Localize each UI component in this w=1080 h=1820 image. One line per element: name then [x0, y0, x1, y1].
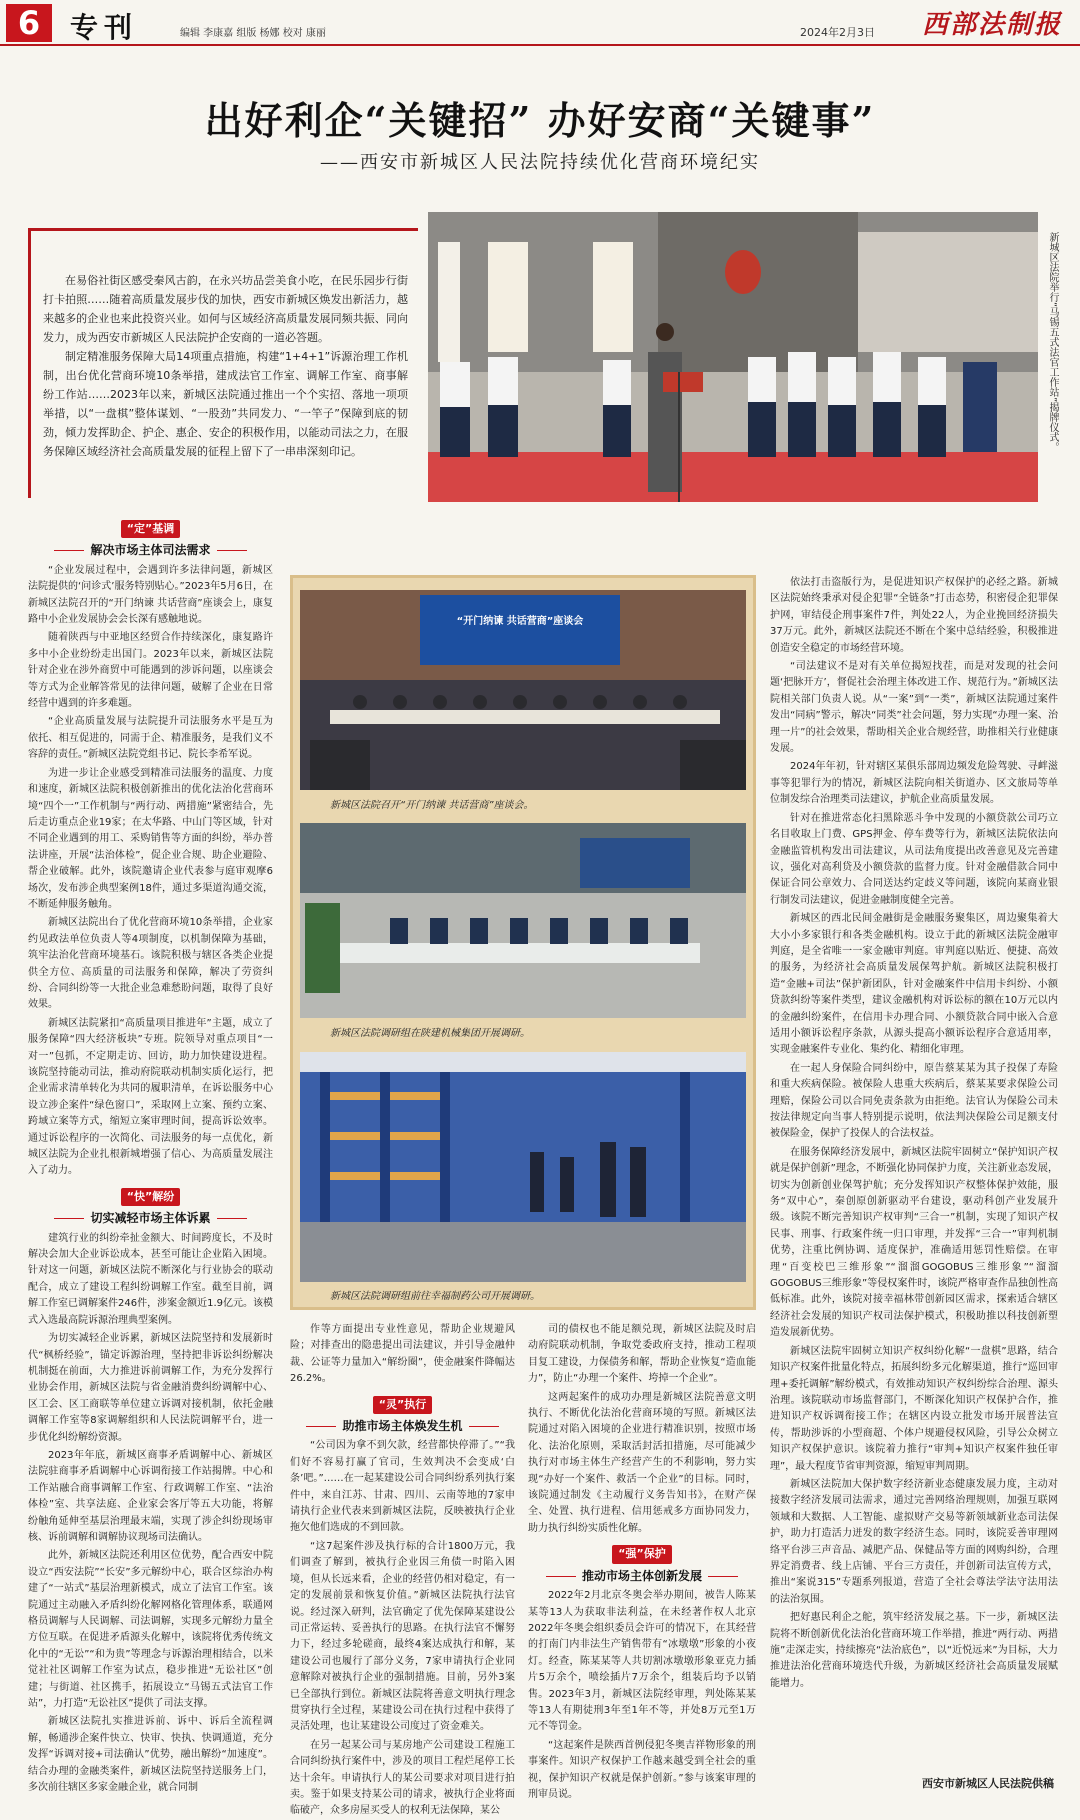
- body-paragraph: 新城区法院扎实推进诉前、诉中、诉后全流程调解，畅通涉企案件快立、快审、快执、快调通道，充分发挥“诉调对接+司法确认”优势，融出解纷“加速度”。结合办理的金融类案件，新城区法院坚持送服务上门，多次前往辖区多家金融企业，就合同制: [28, 1716, 273, 1794]
- tag-subtitle: 推动市场主体创新发展: [528, 1568, 756, 1584]
- column-2: [290, 1322, 515, 1817]
- photo-caption: 新城区法院调研组前往幸福制药公司开展调研。: [330, 1291, 540, 1302]
- body-paragraph: 随着陕西与中亚地区经贸合作持续深化，康复路许多中小企业纷纷走出国门。2023年以来，新城区法院针对企业在涉外商贸中可能遇到的涉诉问题，以座谈会等方式为企业解答常见的法律问题，破解了企业在日常经营中遇到的许多难题。: [28, 632, 273, 710]
- intro-box: [28, 228, 418, 498]
- body-paragraph: 2023年年底，新城区商事矛盾调解中心、新城区法院驻商事矛盾调解中心诉调衔接工作站揭牌。中心和工作站融合商事调解工作室、行政调解工作室、“法治体检”室、共享法庭、企业家会客厅等五大功能，将解纷触角延伸至基层治理最末端，实现了涉企纠纷现场审核、诉前调解和调解协议现场司法确认。: [28, 1449, 273, 1543]
- newspaper-logo: 西部法制报: [921, 10, 1062, 40]
- masthead: [0, 0, 1080, 46]
- photo-caption: 新城区法院召开“开门纳谏 共话营商”座谈会。: [330, 800, 534, 811]
- top-photo-caption: 新城区法院举行“马锡五式法官工作站”揭牌仪式。: [1047, 232, 1058, 453]
- body-paragraph: 在另一起某公司与某房地产公司建设工程施工合同纠纷执行案件中，涉及的项目工程烂尾停工长达十余年。申请执行人的某公司要求对项目进行拍卖。鉴于如果支持某公司的请求，被执行企业将面临破产，众多房屋买受人的权利无法保障，某公: [290, 1739, 515, 1817]
- body-paragraph: “司法建议不是对有关单位揭短找茬，而是对发现的社会问题‘把脉开方’，督促社会治理主体改进工作、规范行为。”新城区法院相关部门负责人说。从“一案”到“一类”，新城区法院通过案件发出“同病”警示，解决“同类”社会问题，努力实现“办理一案、治理一片”的社会效果，帮助相关企业合规经营，助推相关行业健康发展。: [770, 661, 1058, 755]
- page-number: 6: [6, 4, 52, 42]
- section-tag: [28, 1188, 273, 1227]
- banner-text: “开门纳谏 共话营商”座谈会: [456, 616, 584, 627]
- body-paragraph: “企业发展过程中，会遇到许多法律问题，新城区法院提供的‘问诊式’服务特别贴心。”2023年5月6日，在新城区法院召开的“开门纳谏 共话营商”座谈会上，康复路中小企业发展协会会长深有感触地说。: [28, 564, 273, 626]
- body-paragraph: 针对在推进常态化扫黑除恶斗争中发现的小额贷款公司巧立名目收取上门费、GPS押金、停车费等行为，新城区法院依法向金融监管机构发出司法建议，从司法角度提出改善意见及完善建议，强化对高利贷及小额贷款的监督力度。针对金融借款合同中保证合同公章效力、合同送达约定歧义等问题，该院向某商业银行制发司法建议，促进金融制度健全完善。: [770, 812, 1058, 906]
- column-3: [528, 1322, 756, 1802]
- body-paragraph: “这起案件是陕西首例侵犯冬奥吉祥物形象的刑事案件。知识产权保护工作越来越受到全社会的重视，保护知识产权就是保护创新。”参与该案审理的刑审员说。: [528, 1739, 756, 1800]
- body-paragraph: 新城区的西北民间金融街是金融服务聚集区，周边聚集着大大小小多家银行和各类金融机构。设立于此的新城区法院金融审判庭，是全省唯一一家金融审判庭。审判庭以贴近、便捷、高效的服务，为经济社会高质量发展保驾护航。新城区法院积极打造“金融+司法”保护新团队，针对金融案件中信用卡纠纷、小额贷款纠纷等案件类型，建议金融机构对诉讼标的额在10万元以内的金融纠纷案件，在信用卡办理合同、小额贷款合同中嵌入合意适用小额诉讼程序条款，从源头提高小额诉讼程序合意适用率，实现金融案件专业化、集约化、精细化审理。: [770, 913, 1058, 1056]
- tag-subtitle: 切实减轻市场主体诉累: [28, 1210, 273, 1226]
- tag-label: “强”保护: [612, 1545, 671, 1563]
- article-source: 西安市新城区人民法院供稿: [922, 1777, 1054, 1790]
- body-paragraph: 新城区法院出台了优化营商环境10条举措，企业家约见政法单位负责人等4项制度，以机制保障为基础，筑牢法治化营商环境基石。该院积极与辖区各类企业提供全方位、高质量的司法服务和保障，解决了劳资纠纷、合同纠纷等一大批企业急难愁盼问题，取得了良好效果。: [28, 917, 273, 1011]
- tag-subtitle: 助推市场主体焕发生机: [290, 1418, 515, 1434]
- body-paragraph: 新城区法院加大保护数字经济新业态健康发展力度，主动对接数字经济发展司法需求，通过完善网络治理规则，加强互联网领域和大数据、人工智能、虚拟财产交易等新领域新业态司法保护，助力打造活力迸发的数字经济生态。同时，该院妥善审理网络平台涉三声音品、减肥产品、保健品等方面的网购纠纷，合理界定消费者、线上店铺、平台三方责任，并创新司法宣传方式，推出“案说315”专题系列报道，营造了全社会尊法学法守法用法的法治氛围。: [770, 1478, 1058, 1605]
- body-paragraph: “这7起案件涉及执行标的合计1800万元，我们调查了解到，被执行企业因三角债一时陷入困境，但从长远来看，企业的经营仍相对稳定，有一定的发展前景和恢复价值。”新城区法院执行法官说。经过深入研判，法官确定了优先保障某建设公司正常运转、妥善执行的思路。在执行法官不懈努力下，经过多轮磋商，最终4案达成执行和解，某建设公司也履行了部分义务，7家申请执行企业同意解除对被执行企业的强制措施。目前，另外3案已全部执行到位。新城区法院将善意文明执行理念贯穿执行全过程，某建设公司在执行过程中获得了灵活处理，也让某建设公司度过了资金难关。: [290, 1540, 515, 1733]
- section-tag: [290, 1396, 515, 1435]
- photo-caption: 新城区法院调研组在陕建机械集团开展调研。: [330, 1028, 530, 1039]
- intro-paragraph: 制定精准服务保障大局14项重点措施，构建“1+4+1”诉源治理工作机制，出台优化营商环境10条举措，建成法官工作室、调解工作室、商事解纷工作站……2023年以来，新城区法院通过推出一个个实招、落地一项项举措，以“一盘棋”整体谋划、“一股劲”共同发力、“一竿子”保障到底的韧劲，倾力发挥助企、护企、惠企、安企的积极作用，以能动司法之力，在服务保障区域经济社会高质量发展的征程上留下了一串串深刻印记。: [43, 350, 408, 458]
- tag-label: “快”解纷: [121, 1188, 180, 1206]
- body-paragraph: 为切实减轻企业诉累，新城区法院坚持和发展新时代“枫桥经验”，锚定诉源治理，坚持把非诉讼纠纷解决机制挺在前面，大力推进诉前调解工作，为充分发挥行业协会作用，新城区法院与省金融消费纠纷调解中心、区工会、区工商联等单位建立诉调对接机制，依托金融调解工作室等8家调解组织和人民法院调解平台，进一步优化纠纷解纷资源。: [28, 1333, 273, 1443]
- tag-label: “定”基调: [121, 520, 180, 538]
- subheadline: ——西安市新城区人民法院持续优化营商环境纪实: [320, 152, 760, 173]
- tag-subtitle: 解决市场主体司法需求: [28, 542, 273, 558]
- body-paragraph: 司的债权也不能足额兑现，新城区法院及时启动府院联动机制，争取党委政府支持，推动工程项目复工建设，力保债务和解，帮助企业恢复“造血能力”，防止“办理一个案件、垮掉一个企业”。: [528, 1324, 756, 1385]
- body-paragraph: 2022年2月北京冬奥会举办期间，被告人陈某某等13人为获取非法利益，在未经著作权人北京2022年冬奥会组织委员会许可的情况下，在其经营的打南门内非法生产销售带有“冰墩墩”形象的小夜灯。经查，陈某某等人共切割冰墩墩形象亚克力插片5万余个，喷绘插片7万余个，组装后均予以销售。2023年3月，新城区法院经审理，判处陈某某等13人有期徒刑3年至1年不等，并处8万元至1万元不等罚金。: [528, 1590, 756, 1733]
- column-4: [770, 575, 1058, 1770]
- body-paragraph: 新城区法院牢固树立知识产权纠纷化解“一盘棋”思路，结合知识产权案件批量化特点，拓展纠纷多元化解渠道，推行“巡回审理+委托调解”解纷模式，有效推动知识产权纠纷综合治理、源头治理。该院联动市场监督部门，不断深化知识产权保护合作，推进知识产权诉调衔接工作；在辖区内设立批发市场开展普法宣传，帮助涉诉的小型商超、个体户规避侵权风险，引导公众树立知识产权保护意识。该院着力推行“审判+知识产权案件独任审理”，最大程度节省审判资源，缩短审判周期。: [770, 1345, 1058, 1472]
- body-paragraph: 此外，新城区法院还利用区位优势，配合西安中院设立“西安法院”“长安”多元解纷中心，联合区综治办构建了“一站式”基层治理新模式，成立了法官工作室。该院通过主动融入矛盾纠纷化解网格化管理体系，联通网格员调解与人民调解、司法调解，实现多元解纷力量全方位互联。在促进矛盾源头化解中，该院将优秀传统文化中的“无讼”“和为贵”等理念与诉源治理相结合，以米觉社社区调解工作室为试点，稳步推进“无讼社区”创建；与街道、社区携手，拓展设立“马锡五式法官工作站”，力打造“无讼社区”提供了司法支撑。: [28, 1550, 273, 1710]
- body-paragraph: 在服务保障经济发展中，新城区法院牢固树立“保护知识产权就是保护创新”理念，不断强化协同保护力度，关注新业态发展，切实为创新创业保驾护航；充分发挥知识产权整体保护效能，服务“双中心”，秦创原创新驱动平台建设，驱动科创产业发展升级。该院不断完善知识产权审判“三合一”机制，实现了知识产权民事、刑事、行政案件统一归口审理，并发挥“三合一”审判机制优势，注重比例协调、适度保护，准确适用惩罚性赔偿。在审理“百变校巴三维形象”“溜溜GOGOBUS三维形象”“溜溜GOGOBUS三维形象”等侵权案件时，该院严格审查作品独创性高低标准。此外，该院对接幸福林带创新园区需求，探索适合辖区经济社会发展的知识产权司法保护模式，积极助推以科技创新塑造发展新优势。: [770, 1146, 1058, 1339]
- intro-paragraph: 在易俗社街区感受秦风古韵，在永兴坊品尝美食小吃，在民乐园步行街打卡拍照……随着高质量发展步伐的加快，西安市新城区焕发出新活力，越来越多的企业也来此投资兴业。如何与区域经济高质量发展同频共振、同向发力，成为西安市新城区人民法院护企安商的一道必答题。: [43, 274, 408, 344]
- headline: 出好利企“关键招” 办好安商“关键事”: [204, 98, 876, 143]
- body-paragraph: 建筑行业的纠纷牵扯金额大、时间跨度长，不及时解决会加大企业诉讼成本，甚至可能让企业陷入困境。针对这一问题，新城区法院不断深化与行业协会的联动配合，成立了建设工程纠纷调解工作室。截至目前，调解工作室已调解案件246件，涉案金额近1.9亿元。该模式入选最高院诉源治理典型案例。: [28, 1232, 273, 1326]
- body-paragraph: 依法打击盗版行为，是促进知识产权保护的必经之路。新城区法院始终秉承对侵企犯罪“全链条”打击态势，积密侵企犯罪保护网，审结侵企刑事案件7件，判处22人，为企业挽回经济损失37万元。此外，新城区法院还不断在个案中总结经验，积极推进创造安全稳定的市场经营环境。: [770, 577, 1058, 654]
- editors-line: 编辑 李康嘉 组版 杨娜 校对 康丽: [180, 28, 326, 39]
- column-1: [28, 512, 273, 1802]
- body-paragraph: “企业高质量发展与法院提升司法服务水平是互为依托、相互促进的，同需于企、精准服务，是我们义不容辞的责任。”新城区法院党组书记、院长李希军说。: [28, 716, 273, 761]
- body-paragraph: 作等方面提出专业性意见，帮助企业规避风险；对排查出的隐患提出司法建议，并引导金融仲裁、公证等力量加入“解纷圈”，使金融案件降幅达26.2%。: [290, 1324, 515, 1385]
- issue-date: 2024年2月3日: [800, 26, 875, 39]
- body-paragraph: 为进一步让企业感受到精准司法服务的温度、力度和速度，新城区法院积极创新推出的优化法治化营商环境“四个一”工作机制与“两行动、两措施”紧密结合，先后走访重点企业19家；在太华路、中山门等区域，针对不同企业遇到的用工、采购销售等方面的纠纷，举办普法讲座，开展“法治体检”，促企业合规、助企业避险、帮企业破解。此外，该院邀请企业代表参与庭审观摩6场次，发布涉企典型案例18件，通过多渠道沟通交流，不断延伸服务触角。: [28, 767, 273, 910]
- section-tag: [28, 520, 273, 559]
- body-paragraph: 2024年年初，针对辖区某俱乐部周边频发危险驾驶、寻衅滋事等犯罪行为的情况，新城区法院向相关街道办、区文旅局等单位制发综合治理类司法建议，护航企业高质量发展。: [770, 761, 1058, 806]
- body-paragraph: 新城区法院紧扣“高质量项目推进年”主题，成立了服务保障“四大经济板块”专班。院领导对重点项目“一对一”包抓，不定期走访、回访，助力加快建设进程。该院坚持能动司法，推动府院联动机制实质化运行，把企业需求清单转化为共同的履职清单，在诉讼服务中心设立涉企案件“绿色窗口”，采取网上立案、预约立案、跨域立案等方式，缩短立案审理时间，提高诉讼效率。通过诉讼程序的一次简化、司法服务的每一点优化，新城区法院为企业扎根新城增强了信心、为高质量发展注入了动力。: [28, 1017, 273, 1177]
- body-paragraph: 把好惠民利企之舵，筑牢经济发展之基。下一步，新城区法院将不断创新优化法治化营商环境工作举措，推进“两行动、两措施”走深走实，持续擦亮“法治底色”，以“近悦远来”为目标，大力推进法治化营商环境迭代升级，为新城区经济社会高质量发展赋能增力。: [770, 1612, 1058, 1689]
- photo-factory-meeting: [300, 823, 746, 1018]
- body-paragraph: “公司因为拿不到欠款，经营都快停滞了。”“我们好不容易打赢了官司，生效判决不会变成‘白条’吧。”……在一起某建设公司合同纠纷系列执行案件中，来自江苏、甘肃、四川、云南等地的7家申请执行企业代表来到新城区法院，反映被执行企业拖欠他们选成的不到回款。: [290, 1440, 515, 1534]
- photo-warehouse: [300, 1052, 746, 1282]
- tag-label: “灵”执行: [373, 1396, 432, 1414]
- top-photo-ceremony: [428, 212, 1038, 502]
- section-tag: [528, 1545, 756, 1584]
- photo-forum: [300, 590, 746, 790]
- body-paragraph: 这两起案件的成功办理是新城区法院善意文明执行、不断优化法治化营商环境的写照。新城区法院通过对陷入困境的企业进行精准识别，按照市场化、法治化原则，采取活封活扣措施，尽可能减少执行对市场主体生产经营产生的不利影响，努力实现“办好一个案件、救活一个企业”的目标。同时，该院通过制发《主动履行义务告知书》，在财产保全、处置、执行进程、信用惩戒多方面协同发力，助力执行纠纷实质性化解。: [528, 1391, 756, 1534]
- body-paragraph: 在一起人身保险合同纠纷中，原告蔡某某为其子投保了寿险和重大疾病保险。被保险人患重大疾病后，蔡某某要求保险公司理赔，保险公司以合同免责条款为由拒绝。法官认为保险公司未按法律规定向当事人特别提示说明，依法判决保险公司足额支付被保险金，保护了投保人的合法权益。: [770, 1062, 1058, 1140]
- section-title: 专刊: [70, 11, 139, 44]
